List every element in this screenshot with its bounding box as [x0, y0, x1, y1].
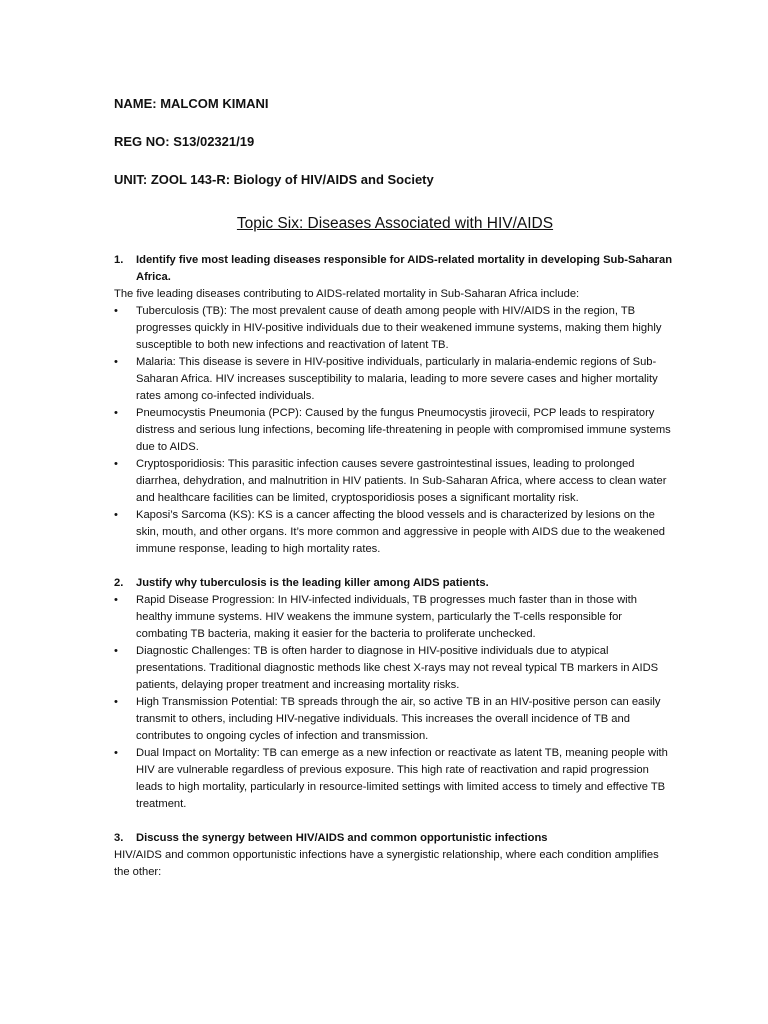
bullet-text: High Transmission Potential: TB spreads through the air, so active TB in an HIV-positive person can easily transmit to others, including HIV-negative individuals. This increases the overall incidence of TB and contributes to ongoing cycles of infection and transmission. [136, 696, 661, 742]
bullet-text: Pneumocystis Pneumonia (PCP): Caused by the fungus Pneumocystis jirovecii, PCP leads to respiratory distress and serious lung infections, becoming life-threatening in people with compromised immune systems due to AIDS. [136, 407, 671, 453]
bullet-list [114, 303, 676, 558]
topic-heading: Topic Six: Diseases Associated with HIV/AIDS [236, 215, 554, 232]
bullet-text: Tuberculosis (TB): The most prevalent cause of death among people with HIV/AIDS in the region, TB progresses quickly in HIV-positive individuals due to their weakened immune systems, making them highly susceptible to both new infections and reactivation of latent TB. [136, 305, 662, 351]
section-3 [114, 830, 676, 881]
bullet-text: Dual Impact on Mortality: TB can emerge as a new infection or reactivate as latent TB, meaning people with HIV are vulnerable regardless of previous exposure. This high rate of reactivation and rapid progression leads to high mortality, particularly in resource-limited settings with limited access to timely and effective TB treatment. [136, 747, 668, 810]
question-2 [114, 575, 676, 592]
bullet-text: Diagnostic Challenges: TB is often harder to diagnose in HIV-positive individuals due to atypical presentations. Traditional diagnostic methods like chest X-rays may not reveal typical TB markers in AIDS patients, delaying proper treatment and increasing mortality risks. [136, 645, 659, 691]
bullet-icon: • [114, 305, 118, 317]
student-name: NAME: MALCOM KIMANI [114, 96, 269, 111]
section-intro: The five leading diseases contributing to AIDS-related mortality in Sub-Saharan Africa include: [114, 288, 580, 300]
bullet-item [114, 303, 676, 354]
question-1 [114, 252, 676, 286]
bullet-icon: • [114, 696, 118, 708]
question-text: Justify why tuberculosis is the leading killer among AIDS patients. [136, 577, 489, 589]
question-number: 2. [114, 577, 124, 589]
bullet-item [114, 507, 676, 558]
section-2 [114, 575, 676, 813]
bullet-icon: • [114, 509, 118, 521]
bullet-icon: • [114, 458, 118, 470]
bullet-text: Malaria: This disease is severe in HIV-positive individuals, particularly in malaria-endemic regions of Sub-Saharan Africa. HIV increases susceptibility to malaria, leading to more severe cases and higher mortality rates among co-infected individuals. [136, 356, 658, 402]
bullet-item [114, 694, 676, 745]
bullet-icon: • [114, 356, 118, 368]
question-text: Discuss the synergy between HIV/AIDS and common opportunistic infections [136, 832, 548, 844]
question-number: 3. [114, 832, 124, 844]
bullet-item [114, 405, 676, 456]
section-intro: HIV/AIDS and common opportunistic infections have a synergistic relationship, where each condition amplifies the other: [114, 849, 659, 878]
question-3 [114, 830, 676, 847]
bullet-item [114, 745, 676, 813]
bullet-text: Kaposi’s Sarcoma (KS): KS is a cancer affecting the blood vessels and is characterized by lesions on the skin, mouth, and other organs. It’s more common and aggressive in people with AIDS due to the weakened immune response, leading to high mortality rates. [136, 509, 666, 555]
bullet-item [114, 643, 676, 694]
bullet-item [114, 354, 676, 405]
bullet-item [114, 592, 676, 643]
bullet-text: Rapid Disease Progression: In HIV-infected individuals, TB progresses much faster than in those with healthy immune systems. HIV weakens the immune system, particularly the T-cells responsible for combating TB bacteria, making it easier for the bacteria to proliferate unchecked. [136, 594, 637, 640]
section-1 [114, 252, 676, 558]
question-number: 1. [114, 254, 124, 266]
section-spacer [114, 813, 676, 830]
registration-number: REG NO: S13/02321/19 [114, 134, 255, 149]
bullet-icon: • [114, 645, 118, 657]
bullet-icon: • [114, 747, 118, 759]
bullet-icon: • [114, 407, 118, 419]
bullet-list [114, 592, 676, 813]
unit-title: UNIT: ZOOL 143-R: Biology of HIV/AIDS and Society [114, 172, 434, 187]
bullet-item [114, 456, 676, 507]
section-spacer [114, 558, 676, 575]
bullet-icon: • [114, 594, 118, 606]
question-text: Identify five most leading diseases responsible for AIDS-related mortality in developing Sub-Saharan Africa. [136, 254, 673, 283]
bullet-text: Cryptosporidiosis: This parasitic infection causes severe gastrointestinal issues, leading to prolonged diarrhea, dehydration, and malnutrition in HIV patients. In Sub-Saharan Africa, where access to clean water and healthcare facilities can be limited, cryptosporidiosis poses a significant mortality risk. [136, 458, 667, 504]
